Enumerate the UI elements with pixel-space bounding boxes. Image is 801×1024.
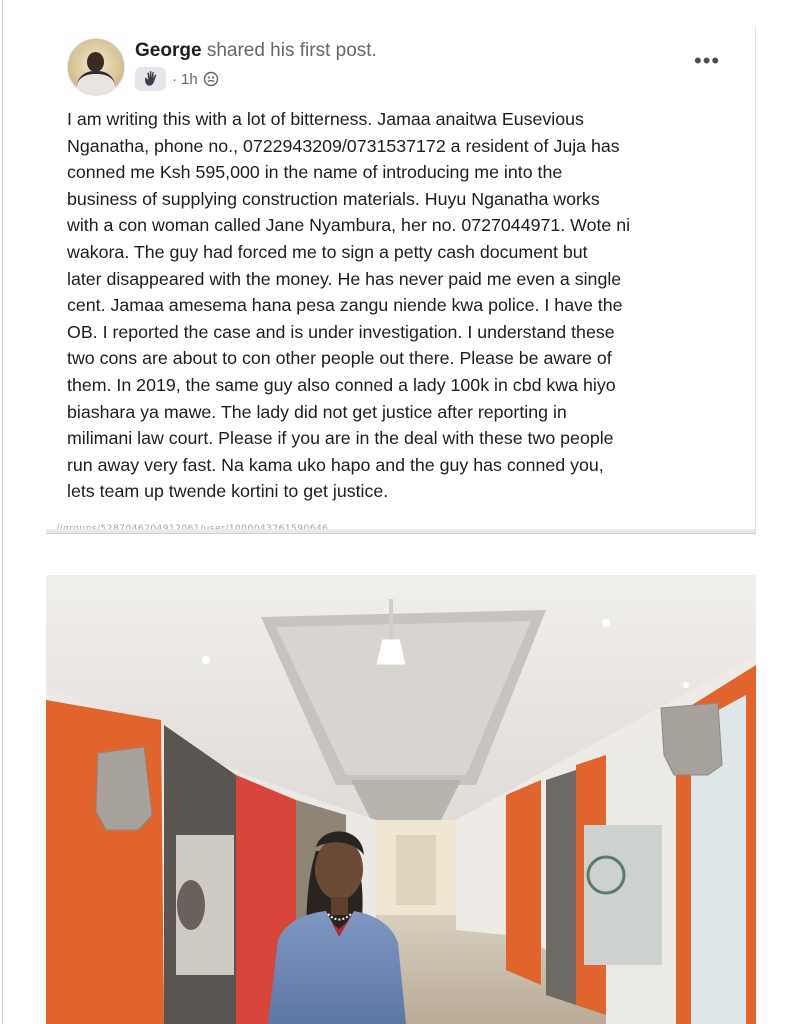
globe-icon[interactable] [203, 71, 219, 87]
post-time[interactable]: 1h [181, 70, 198, 88]
left-frame-line [2, 0, 3, 1024]
author-name[interactable]: George [135, 40, 202, 61]
more-options-button[interactable]: ••• [694, 48, 721, 73]
waving-hand-icon[interactable] [135, 67, 166, 91]
post-body-text: I am writing this with a lot of bitterness. Jamaa anaitwa Eusevious Nganatha, phone no., 0722943209/0731537172 a resident of Juja has conned me Ksh 595,000 in the name of introducing me into the business of supplying construction materials. Huyu Nganatha works with a con woman called Jane Nyambura, her no. 0727044971. Wote ni wakora. The guy had forced me to sign a petty cash document but later disappeared with the money. He has never paid me even a single cent. Jamaa amesema hana pesa zangu niende kwa police. I have the OB. I reported the case and is under investigation. I understand these two cons are about to con other people out there. Please be aware of them. In 2019, the same guy also conned a lady 100k in cbd kwa hiyo biashara ya mawe. The lady did not get justice after reporting in milimani law court. Please if you are in the deal with these two people run away very fast. Na kama uko hapo and the guy has conned you, lets team up twende kortini to get justice. [67, 109, 631, 502]
post-header-line [135, 40, 377, 62]
author-avatar[interactable] [67, 38, 125, 96]
post-meta [135, 66, 219, 92]
meta-separator: · [172, 70, 177, 88]
avatar-body [77, 71, 115, 96]
post-action: shared his first post. [206, 40, 377, 61]
post-photo[interactable] [46, 575, 756, 1024]
avatar-head [87, 52, 104, 72]
card-bottom-bar [46, 529, 755, 533]
